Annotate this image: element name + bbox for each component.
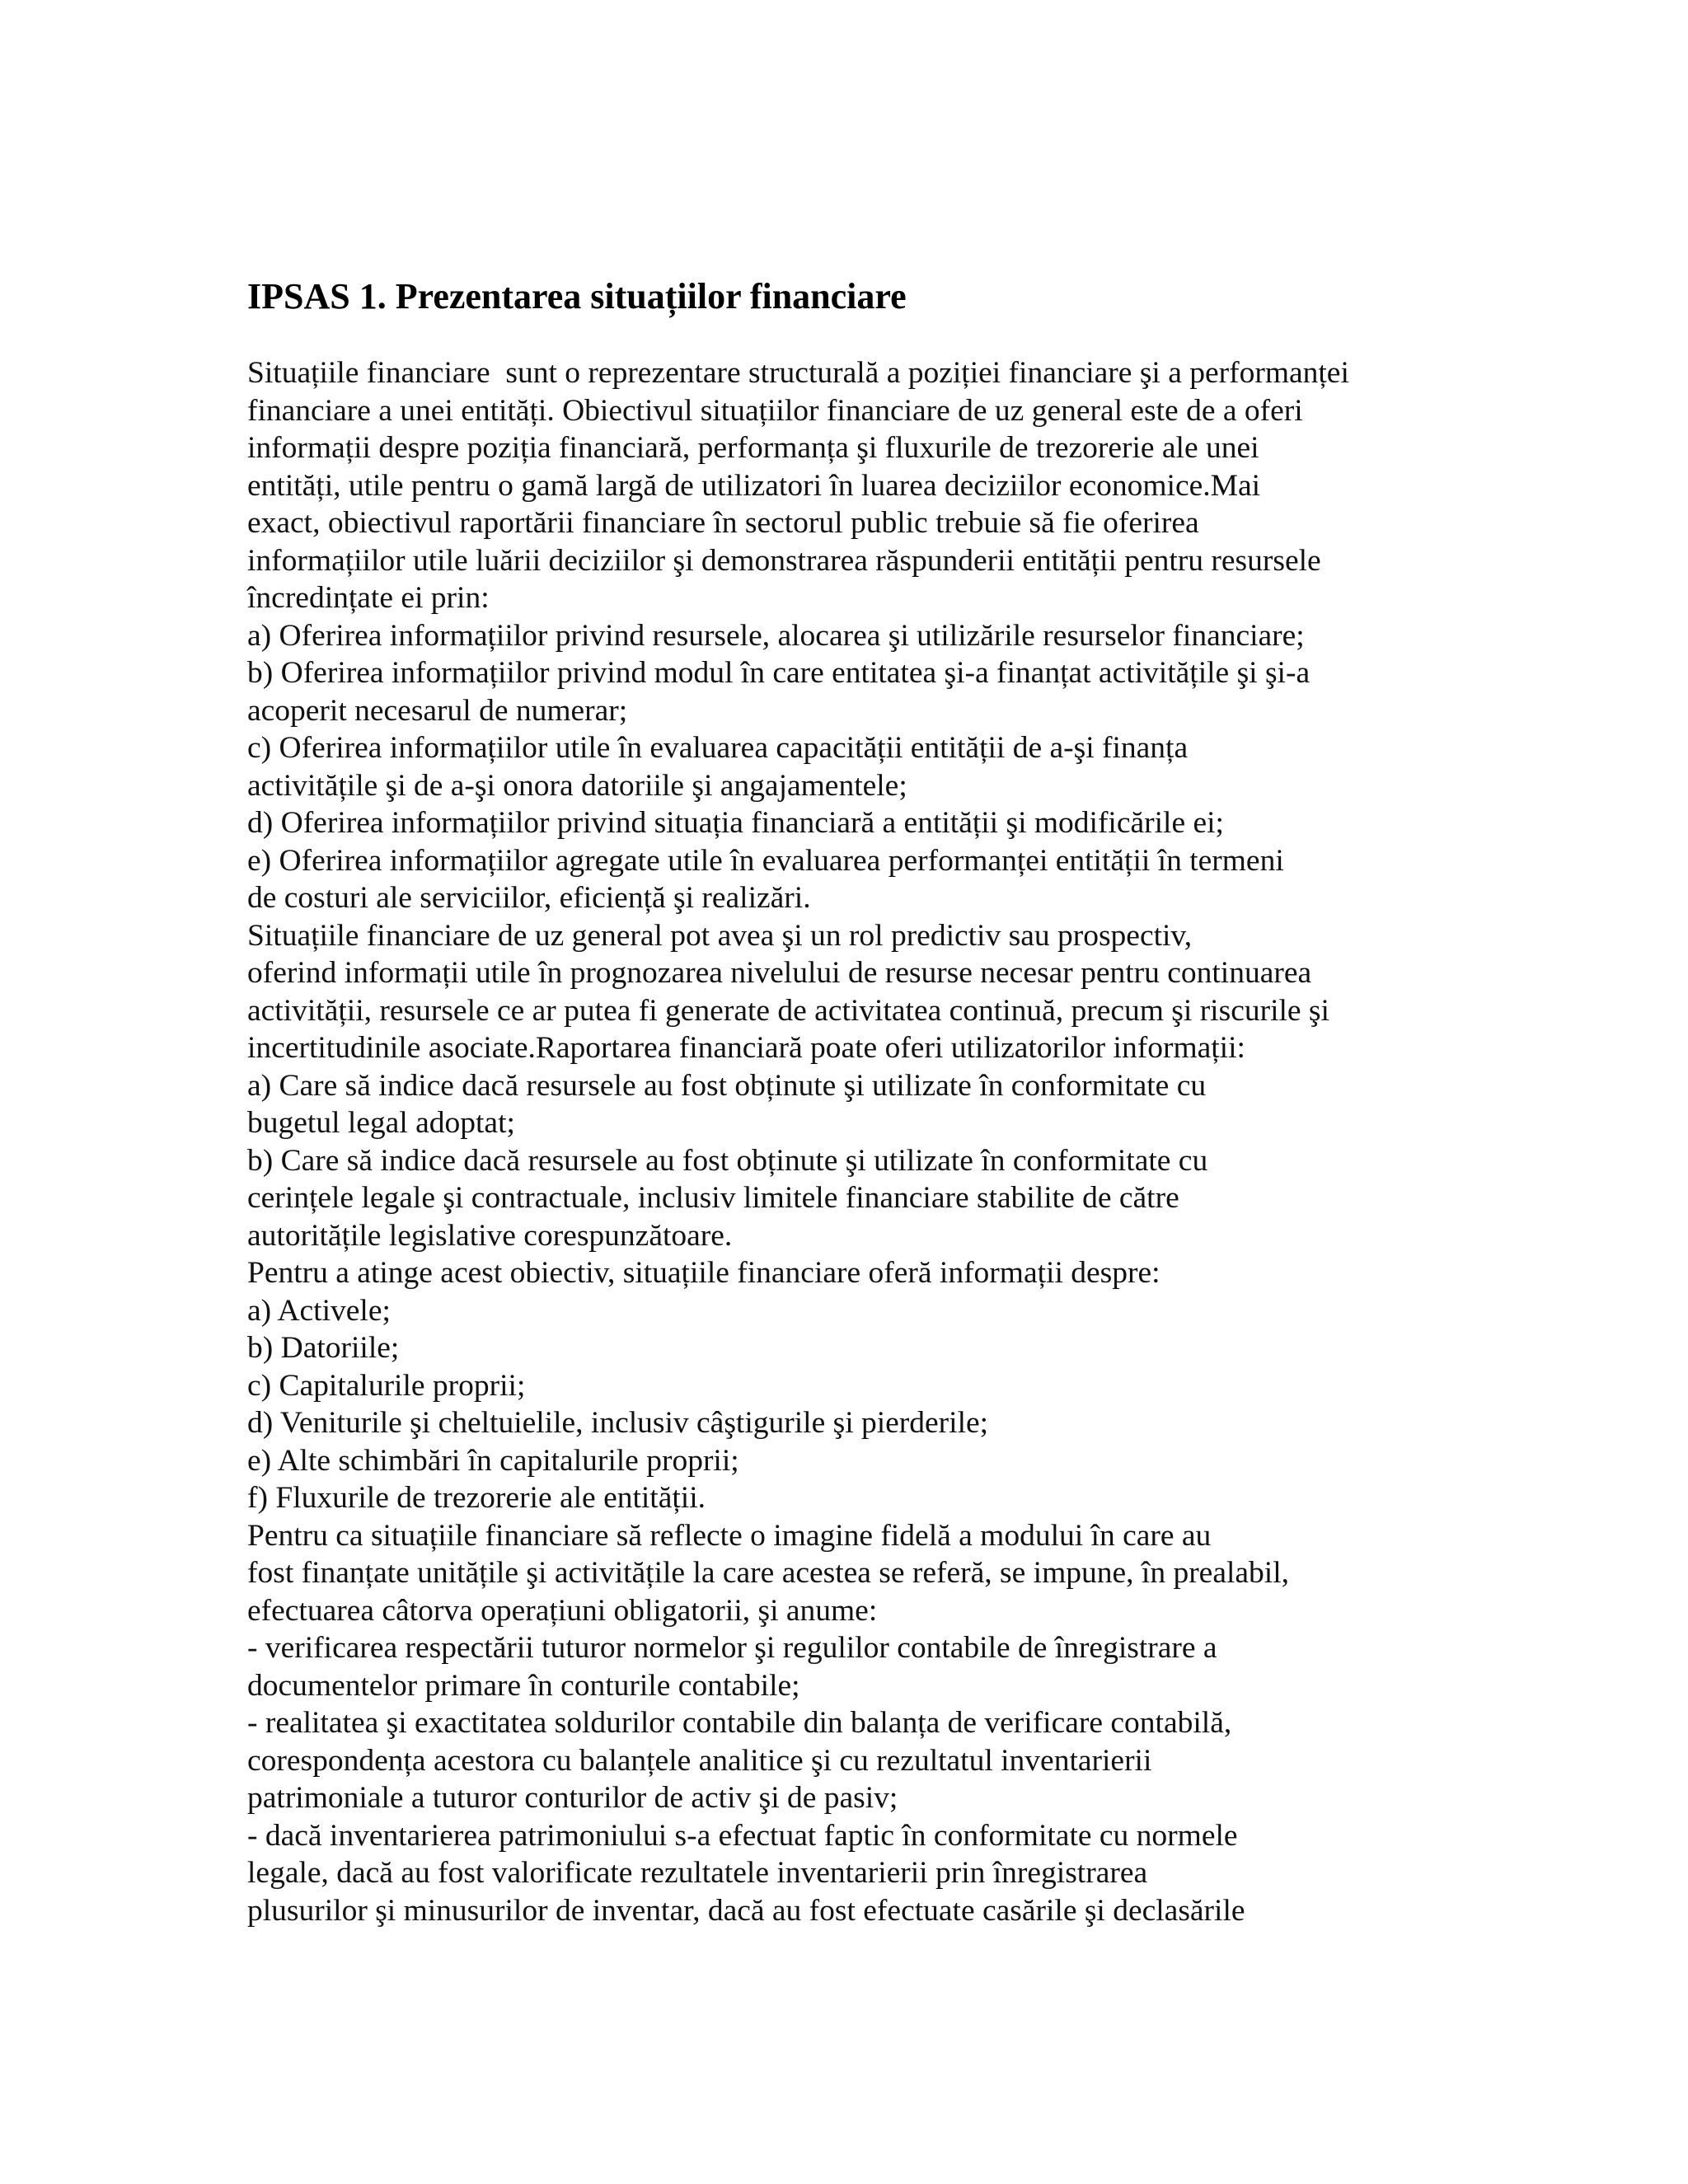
text-line: c) Capitalurile proprii; <box>247 1368 526 1403</box>
text-line: informații despre poziția financiară, performanța şi fluxurile de trezorerie ale unei <box>247 431 1259 465</box>
text-line: b) Care să indice dacă resursele au fost obținute şi utilizate în conformitate cu <box>247 1143 1208 1178</box>
text-line: d) Oferirea informațiilor privind situația financiară a entității şi modificările ei; <box>247 806 1224 840</box>
text-line: a) Care să indice dacă resursele au fost obținute şi utilizate în conformitate cu <box>247 1068 1207 1103</box>
text-line: patrimoniale a tuturor conturilor de activ şi de pasiv; <box>247 1781 898 1815</box>
text-line: a) Activele; <box>247 1293 391 1328</box>
text-line: activitățile şi de a-şi onora datoriile şi angajamentele; <box>247 768 907 803</box>
text-line: - verificarea respectării tuturor normelor şi regulilor contabile de înregistrare a <box>247 1631 1217 1665</box>
text-line: documentelor primare în conturile contabile; <box>247 1668 800 1703</box>
text-line: autoritățile legislative corespunzătoare. <box>247 1218 733 1253</box>
text-line: fost finanțate unitățile şi activitățile la care acestea se referă, se impune, în prealabil, <box>247 1556 1289 1590</box>
text-line: încredințate ei prin: <box>247 581 490 615</box>
text-line: e) Oferirea informațiilor agregate utile în evaluarea performanței entității în termeni <box>247 843 1284 878</box>
text-line: c) Oferirea informațiilor utile în evaluarea capacității entității de a-şi finanța <box>247 731 1189 765</box>
text-line: Situațiile financiare de uz general pot avea şi un rol predictiv sau prospectiv, <box>247 918 1193 953</box>
text-line: corespondența acestora cu balanțele analitice şi cu rezultatul inventarierii <box>247 1743 1152 1778</box>
text-line: - dacă inventarierea patrimoniului s-a efectuat faptic în conformitate cu normele <box>247 1818 1238 1853</box>
text-line: bugetul legal adoptat; <box>247 1106 515 1140</box>
text-line: e) Alte schimbări în capitalurile proprii; <box>247 1443 739 1478</box>
text-line: de costuri ale serviciilor, eficiență şi realizări. <box>247 881 811 915</box>
text-line: a) Oferirea informațiilor privind resursele, alocarea şi utilizările resurselor financiare; <box>247 618 1305 653</box>
text-line: informațiilor utile luării deciziilor şi demonstrarea răspunderii entității pentru resursele <box>247 543 1321 578</box>
text-line: d) Veniturile şi cheltuielile, inclusiv câştigurile şi pierderile; <box>247 1406 989 1440</box>
text-line: incertitudinile asociate.Raportarea financiară poate oferi utilizatorilor informații: <box>247 1031 1245 1065</box>
text-line: exact, obiectivul raportării financiare în sectorul public trebuie să fie oferirea <box>247 506 1199 540</box>
text-line: b) Datoriile; <box>247 1331 400 1365</box>
text-line: b) Oferirea informațiilor privind modul în care entitatea şi-a finanțat activitățile şi şi-a <box>247 656 1311 690</box>
document-body <box>247 354 1451 1929</box>
text-line: financiare a unei entități. Obiectivul situațiilor financiare de uz general este de a oferi <box>247 393 1303 428</box>
text-line: Pentru a atinge acest obiectiv, situațiile financiare oferă informații despre: <box>247 1256 1160 1290</box>
text-line: activității, resursele ce ar putea fi generate de activitatea continuă, precum şi riscurile şi <box>247 993 1329 1028</box>
text-line: - realitatea şi exactitatea soldurilor contabile din balanța de verificare contabilă, <box>247 1706 1232 1740</box>
text-line: plusurilor şi minusurilor de inventar, dacă au fost efectuate casările şi declasările <box>247 1893 1245 1928</box>
text-line: acoperit necesarul de numerar; <box>247 693 628 728</box>
text-line: oferind informații utile în prognozarea nivelului de resurse necesar pentru continuarea <box>247 956 1312 990</box>
text-line: entități, utile pentru o gamă largă de utilizatori în luarea deciziilor economice.Mai <box>247 468 1261 503</box>
text-line: Pentru ca situațiile financiare să reflecte o imagine fidelă a modului în care au <box>247 1518 1212 1553</box>
text-line: f) Fluxurile de trezorerie ale entității. <box>247 1481 706 1515</box>
text-line: cerințele legale şi contractuale, inclusiv limitele financiare stabilite de către <box>247 1181 1179 1215</box>
text-line: efectuarea câtorva operațiuni obligatorii, şi anume: <box>247 1593 878 1628</box>
text-line: legale, dacă au fost valorificate rezultatele inventarierii prin înregistrarea <box>247 1856 1148 1890</box>
document-title: IPSAS 1. Prezentarea situațiilor financiare <box>247 276 907 316</box>
text-line: Situațiile financiare sunt o reprezentare structurală a poziției financiare şi a performanței <box>247 356 1349 390</box>
